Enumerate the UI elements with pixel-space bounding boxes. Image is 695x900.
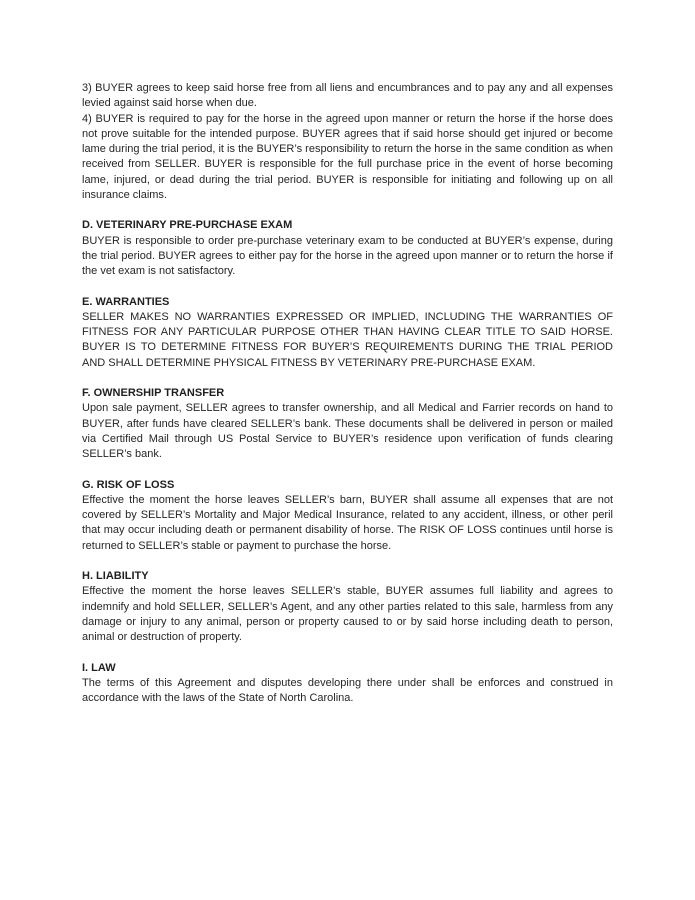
section-ownership-transfer: [82, 386, 613, 462]
section-veterinary-pre-purchase-exam: [82, 218, 613, 279]
section-heading-law: I. LAW: [82, 661, 116, 674]
section-body-liability: Effective the moment the horse leaves SELLER’s stable, BUYER assumes full liability and agrees to indemnify and hold SELLER, SELLER’s Agent, and any other parties related to this sale, harmless from any damage or injury to any animal, person or property caused to or by said horse including death to person, animal or destruction of property.: [82, 585, 613, 644]
section-liability: [82, 569, 613, 645]
section-heading-ownership-transfer: F. OWNERSHIP TRANSFER: [82, 387, 225, 400]
section-law: [82, 661, 613, 707]
section-risk-of-loss: [82, 478, 613, 554]
section-warranties: [82, 295, 613, 371]
section-heading-liability: H. LIABILITY: [82, 570, 149, 583]
section-heading-risk-of-loss: G. RISK OF LOSS: [82, 478, 175, 491]
section-body-warranties: SELLER MAKES NO WARRANTIES EXPRESSED OR IMPLIED, INCLUDING THE WARRANTIES OF FITNESS FOR ANY PARTICULAR PURPOSE OTHER THAN HAVING CLEAR TITLE TO SAID HORSE. BUYER IS TO DETERMINE FITNESS FOR BUYER’S REQUIREMENTS DURING THE TRIAL PERIOD AND SHALL DETERMINE PHYSICAL FITNESS BY VETERINARY PRE-PURCHASE EXAM.: [82, 310, 613, 369]
clause-4: 4) BUYER is required to pay for the horse in the agreed upon manner or return the horse if the horse does not prove suitable for the intended purpose. BUYER agrees that if said horse should get injured or become lame during the trial period, it is the BUYER’s responsibility to return the horse in the same condition as when received from SELLER. BUYER is responsible for the full purchase price in the event of horse becoming lame, injured, or dead during the trial period. BUYER is responsible for initiating and following up on all insurance claims.: [82, 112, 613, 202]
section-body-law: The terms of this Agreement and disputes developing there under shall be enforces and construed in accordance with the laws of the State of North Carolina.: [82, 676, 613, 705]
section-heading-veterinary-pre-purchase-exam: D. VETERINARY PRE-PURCHASE EXAM: [82, 219, 293, 232]
section-body-veterinary-pre-purchase-exam: BUYER is responsible to order pre-purchase veterinary exam to be conducted at BUYER’s expense, during the trial period. BUYER agrees to either pay for the horse in the agreed upon manner or to return the horse if the vet exam is not satisfactory.: [82, 234, 613, 278]
clause-3: 3) BUYER agrees to keep said horse free from all liens and encumbrances and to pay any and all expenses levied against said horse when due.: [82, 82, 613, 110]
section-body-ownership-transfer: Upon sale payment, SELLER agrees to transfer ownership, and all Medical and Farrier records on hand to BUYER, after funds have cleared SELLER’s bank. These documents shall be delivered in person or mailed via Certified Mail through US Postal Service to BUYER’s residence upon verification of funds clearing SELLER’s bank.: [82, 402, 613, 461]
section-heading-warranties: E. WARRANTIES: [82, 295, 170, 308]
section-body-risk-of-loss: Effective the moment the horse leaves SELLER’s barn, BUYER shall assume all expenses that are not covered by SELLER’s Mortality and Major Medical Insurance, related to any accident, illness, or other peril that may occur including death or permanent disability of horse. The RISK OF LOSS continues until horse is returned to SELLER’s stable or payment to purchase the horse.: [82, 493, 613, 552]
